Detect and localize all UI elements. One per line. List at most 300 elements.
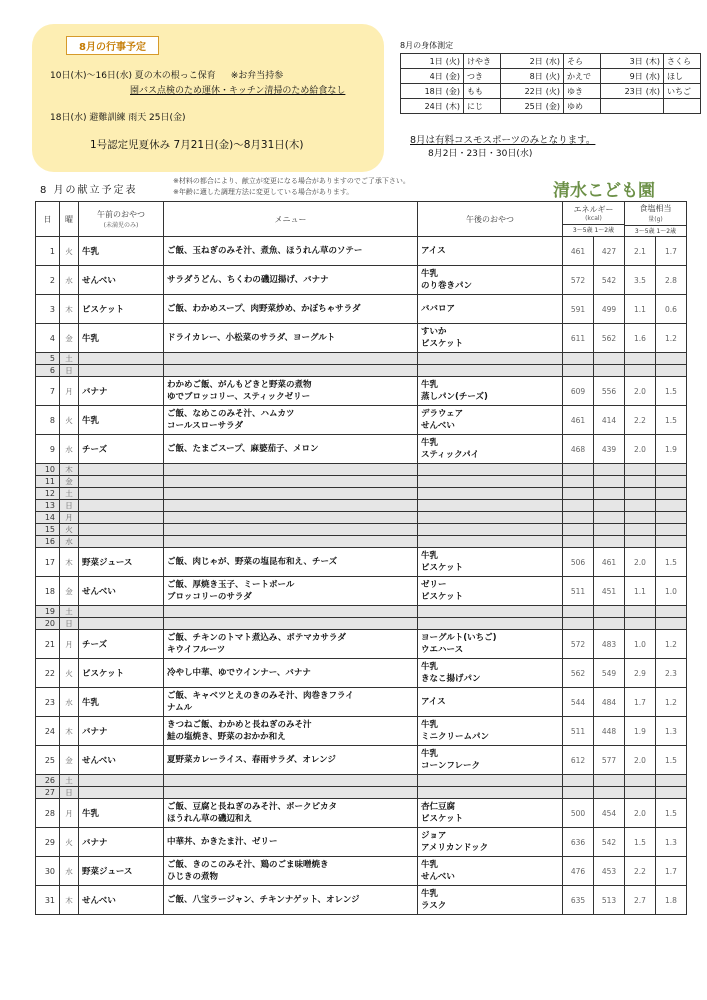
- empty-cell: [164, 365, 418, 377]
- header-am-snack: 午前のおやつ (未満児のみ): [79, 202, 164, 237]
- salt-1-2: 0.6: [656, 295, 687, 324]
- energy-3-5: 591: [563, 295, 594, 324]
- empty-cell: [563, 787, 594, 799]
- empty-cell: [656, 606, 687, 618]
- empty-cell: [625, 787, 656, 799]
- menu-note-1: ※材料の都合により、献立が変更になる場合がありますのでご了承下さい。: [173, 177, 410, 185]
- empty-cell: [656, 512, 687, 524]
- header-energy: エネルギー (kcal) 3～5歳 1～2歳: [563, 202, 625, 237]
- empty-cell: [164, 500, 418, 512]
- pm-snack-cell-line: 牛乳: [421, 551, 439, 561]
- empty-cell: [418, 606, 563, 618]
- am-snack-cell: 野菜ジュース: [79, 548, 164, 577]
- row-day: 火: [60, 659, 79, 688]
- row-day: 月: [60, 799, 79, 828]
- empty-cell: [79, 775, 164, 787]
- menu-cell: [164, 406, 418, 435]
- menu-cell-line: キウイフルーツ: [167, 645, 226, 655]
- row-day: 月: [60, 630, 79, 659]
- row-date: 2: [36, 266, 60, 295]
- pm-snack-cell-line: 杏仁豆腐: [421, 802, 456, 812]
- row-date: 6: [36, 365, 60, 377]
- salt-3-5: 2.1: [625, 237, 656, 266]
- menu-cell: ご飯、わかめスープ、肉野菜炒め、かぼちゃサラダ: [164, 295, 418, 324]
- energy-3-5: 612: [563, 746, 594, 775]
- row-date: 15: [36, 524, 60, 536]
- energy-1-2: 451: [594, 577, 625, 606]
- energy-3-5: 461: [563, 406, 594, 435]
- empty-cell: [625, 606, 656, 618]
- empty-cell: [594, 512, 625, 524]
- empty-cell: [164, 488, 418, 500]
- salt-3-5: 1.6: [625, 324, 656, 353]
- empty-cell: [79, 500, 164, 512]
- am-snack-cell: 野菜ジュース: [79, 857, 164, 886]
- measurement-date: 2日 (水): [501, 54, 564, 69]
- pm-snack-cell-line: デラウェア: [421, 409, 464, 419]
- salt-3-5: 2.0: [625, 799, 656, 828]
- salt-1-2: 1.7: [656, 857, 687, 886]
- row-date: 4: [36, 324, 60, 353]
- menu-cell-line: ブロッコリーのサラダ: [167, 592, 252, 602]
- measurement-date: 9日 (水): [601, 69, 664, 84]
- menu-row: [36, 828, 687, 857]
- measurement-date: 23日 (水): [601, 84, 664, 99]
- holiday-row: [36, 536, 687, 548]
- row-day: 水: [60, 435, 79, 464]
- menu-title: 8 月の献立予定表: [40, 185, 138, 196]
- empty-cell: [563, 464, 594, 476]
- measurement-table: [400, 53, 701, 114]
- empty-cell: [656, 536, 687, 548]
- menu-cell: [164, 688, 418, 717]
- holiday-row: [36, 512, 687, 524]
- row-date: 5: [36, 353, 60, 365]
- row-date: 14: [36, 512, 60, 524]
- pm-snack-cell-line: ビスケット: [421, 814, 464, 824]
- row-day: 火: [60, 828, 79, 857]
- measurement-class: いちご: [664, 84, 701, 99]
- energy-3-5: 572: [563, 630, 594, 659]
- am-snack-cell: 牛乳: [79, 688, 164, 717]
- energy-1-2: 513: [594, 886, 625, 915]
- empty-cell: [79, 464, 164, 476]
- empty-cell: [418, 536, 563, 548]
- am-snack-cell: せんべい: [79, 266, 164, 295]
- measurement-date: 25日 (金): [501, 99, 564, 114]
- menu-cell-line: ご飯、チキンのトマト煮込み、ポテマカサラダ: [167, 633, 346, 643]
- empty-cell: [418, 512, 563, 524]
- menu-row: [36, 295, 687, 324]
- pm-snack-cell-line: アメリカンドック: [421, 843, 489, 853]
- salt-1-2: 2.3: [656, 659, 687, 688]
- menu-row: [36, 717, 687, 746]
- energy-3-5: 476: [563, 857, 594, 886]
- row-date: 7: [36, 377, 60, 406]
- menu-cell-line: ご飯、きのこのみそ汁、鶏のごま味噌焼き: [167, 860, 329, 870]
- row-date: 13: [36, 500, 60, 512]
- measurement-row: [401, 99, 701, 114]
- holiday-row: [36, 500, 687, 512]
- energy-3-5: 511: [563, 717, 594, 746]
- salt-1-2: 1.7: [656, 237, 687, 266]
- empty-cell: [418, 353, 563, 365]
- empty-cell: [79, 488, 164, 500]
- empty-cell: [594, 476, 625, 488]
- am-snack-cell: せんべい: [79, 577, 164, 606]
- empty-cell: [79, 787, 164, 799]
- empty-cell: [656, 524, 687, 536]
- measurement-date: 22日 (火): [501, 84, 564, 99]
- empty-cell: [563, 488, 594, 500]
- measurement-class: ほし: [664, 69, 701, 84]
- menu-row: [36, 577, 687, 606]
- menu-cell-line: ご飯、豆腐と長ねぎのみそ汁、ポークピカタ: [167, 802, 338, 812]
- pm-snack-cell-line: 牛乳: [421, 380, 439, 390]
- energy-1-2: 439: [594, 435, 625, 464]
- empty-cell: [594, 500, 625, 512]
- row-day: 月: [60, 512, 79, 524]
- salt-3-5: 2.0: [625, 435, 656, 464]
- salt-3-5: 2.0: [625, 548, 656, 577]
- salt-1-2: 1.5: [656, 548, 687, 577]
- energy-1-2: 414: [594, 406, 625, 435]
- row-day: 土: [60, 606, 79, 618]
- energy-1-2: 549: [594, 659, 625, 688]
- empty-cell: [656, 365, 687, 377]
- menu-cell: ご飯、肉じゃが、野菜の塩昆布和え、チーズ: [164, 548, 418, 577]
- menu-cell: 中華丼、かきたま汁、ゼリー: [164, 828, 418, 857]
- am-snack-cell: 牛乳: [79, 406, 164, 435]
- pm-snack-cell: [418, 577, 563, 606]
- pm-snack-cell-line: ウエハース: [421, 645, 464, 655]
- empty-cell: [656, 476, 687, 488]
- menu-row: [36, 324, 687, 353]
- energy-1-2: 453: [594, 857, 625, 886]
- row-day: 日: [60, 787, 79, 799]
- salt-1-2: 1.5: [656, 799, 687, 828]
- energy-1-2: 562: [594, 324, 625, 353]
- empty-cell: [625, 365, 656, 377]
- empty-cell: [594, 775, 625, 787]
- pm-snack-cell-line: スティックパイ: [421, 450, 480, 460]
- empty-cell: [418, 488, 563, 500]
- menu-cell: [164, 630, 418, 659]
- salt-1-2: 1.2: [656, 688, 687, 717]
- menu-row: [36, 237, 687, 266]
- salt-3-5: 2.0: [625, 746, 656, 775]
- events-title: 8月の行事予定: [66, 36, 159, 55]
- menu-cell-line: コールスローサラダ: [167, 421, 243, 431]
- pm-snack-cell: [418, 659, 563, 688]
- salt-1-2: 1.8: [656, 886, 687, 915]
- row-day: 水: [60, 536, 79, 548]
- measurement-row: [401, 84, 701, 99]
- sports-notice-text: 8月は有料コスモスポーツのみとなります。: [410, 135, 596, 146]
- empty-cell: [79, 476, 164, 488]
- row-day: 木: [60, 295, 79, 324]
- menu-cell: サラダうどん、ちくわの磯辺揚げ、バナナ: [164, 266, 418, 295]
- energy-3-5: 461: [563, 237, 594, 266]
- row-day: 日: [60, 365, 79, 377]
- empty-cell: [656, 464, 687, 476]
- empty-cell: [563, 618, 594, 630]
- menu-header-row: [36, 202, 687, 237]
- salt-1-2: 1.2: [656, 630, 687, 659]
- menu-cell: ご飯、玉ねぎのみそ汁、煮魚、ほうれん草のソテー: [164, 237, 418, 266]
- measurement-date: 1日 (火): [401, 54, 464, 69]
- holiday-row: [36, 464, 687, 476]
- am-snack-cell: せんべい: [79, 886, 164, 915]
- menu-cell: [164, 717, 418, 746]
- energy-1-2: 542: [594, 828, 625, 857]
- empty-cell: [79, 365, 164, 377]
- empty-cell: [656, 488, 687, 500]
- pm-snack-cell: [418, 746, 563, 775]
- empty-cell: [563, 606, 594, 618]
- measurement-date: 18日 (金): [401, 84, 464, 99]
- holiday-row: [36, 488, 687, 500]
- empty-cell: [563, 500, 594, 512]
- salt-3-5: 1.9: [625, 717, 656, 746]
- holiday-row: [36, 524, 687, 536]
- menu-cell: ご飯、八宝ラージャン、チキンナゲット、オレンジ: [164, 886, 418, 915]
- menu-row: [36, 659, 687, 688]
- measurement-row: [401, 69, 701, 84]
- measurement-class: ゆき: [564, 84, 601, 99]
- event-line-bus: 園バス点検のため運休・キッチン清掃のため給食なし: [130, 86, 346, 96]
- row-day: 金: [60, 476, 79, 488]
- menu-notes: [173, 176, 410, 198]
- measurement-date: 8日 (火): [501, 69, 564, 84]
- energy-1-2: 577: [594, 746, 625, 775]
- pm-snack-cell: [418, 799, 563, 828]
- menu-cell-line: ほうれん草の磯辺和え: [167, 814, 253, 824]
- measurement-date: [601, 99, 664, 114]
- pm-snack-cell-line: ゼリー: [421, 580, 447, 590]
- empty-cell: [625, 618, 656, 630]
- row-date: 8: [36, 406, 60, 435]
- pm-snack-cell: [418, 406, 563, 435]
- header-day: 曜: [60, 202, 79, 237]
- measurement-date: 3日 (木): [601, 54, 664, 69]
- empty-cell: [164, 536, 418, 548]
- empty-cell: [418, 500, 563, 512]
- pm-snack-cell-line: ビスケット: [421, 592, 464, 602]
- empty-cell: [164, 787, 418, 799]
- measurement-class: にじ: [464, 99, 501, 114]
- holiday-row: [36, 606, 687, 618]
- menu-row: [36, 886, 687, 915]
- event-line-summer: 1号認定児夏休み 7月21日(金)～8月31日(木): [90, 139, 304, 151]
- energy-3-5: 609: [563, 377, 594, 406]
- row-day: 土: [60, 488, 79, 500]
- empty-cell: [625, 464, 656, 476]
- measurement-class: そら: [564, 54, 601, 69]
- menu-cell-line: ゆでブロッコリー、スティックゼリー: [167, 392, 311, 402]
- empty-cell: [656, 775, 687, 787]
- am-snack-cell: ビスケット: [79, 659, 164, 688]
- pm-snack-cell-line: すいか: [421, 327, 447, 337]
- pm-snack-cell: [418, 886, 563, 915]
- empty-cell: [79, 536, 164, 548]
- empty-cell: [164, 512, 418, 524]
- empty-cell: [594, 606, 625, 618]
- empty-cell: [656, 500, 687, 512]
- am-snack-cell: 牛乳: [79, 237, 164, 266]
- row-date: 28: [36, 799, 60, 828]
- menu-cell: [164, 857, 418, 886]
- menu-table: [35, 201, 687, 915]
- event-line-nature: 10日(木)～16日(水) 夏の木の根っこ保育 ※お弁当持参: [50, 71, 284, 81]
- measurement-date: 4日 (金): [401, 69, 464, 84]
- salt-3-5: 2.9: [625, 659, 656, 688]
- salt-1-2: 1.3: [656, 717, 687, 746]
- row-date: 22: [36, 659, 60, 688]
- row-date: 30: [36, 857, 60, 886]
- am-snack-cell: バナナ: [79, 717, 164, 746]
- empty-cell: [79, 606, 164, 618]
- measurement-row: [401, 54, 701, 69]
- am-snack-cell: バナナ: [79, 377, 164, 406]
- header-pm-snack: 午後のおやつ: [418, 202, 563, 237]
- empty-cell: [79, 524, 164, 536]
- header-date: 日: [36, 202, 60, 237]
- am-snack-cell: 牛乳: [79, 799, 164, 828]
- pm-snack-cell: ババロア: [418, 295, 563, 324]
- empty-cell: [563, 512, 594, 524]
- row-date: 29: [36, 828, 60, 857]
- row-day: 水: [60, 266, 79, 295]
- energy-3-5: 544: [563, 688, 594, 717]
- menu-cell-line: わかめご飯、がんもどきと野菜の煮物: [167, 380, 312, 390]
- pm-snack-cell-line: 牛乳: [421, 749, 439, 759]
- am-snack-cell: バナナ: [79, 828, 164, 857]
- row-day: 木: [60, 464, 79, 476]
- empty-cell: [164, 353, 418, 365]
- holiday-row: [36, 787, 687, 799]
- energy-1-2: 454: [594, 799, 625, 828]
- salt-1-2: 1.0: [656, 577, 687, 606]
- menu-cell-line: 鮭の塩焼き、野菜のおかか和え: [167, 732, 286, 742]
- empty-cell: [563, 365, 594, 377]
- am-snack-cell: せんべい: [79, 746, 164, 775]
- menu-note-2: ※年齢に適した調理方法に変更している場合があります。: [173, 188, 354, 196]
- empty-cell: [625, 536, 656, 548]
- pm-snack-cell-line: 牛乳: [421, 438, 439, 448]
- menu-cell-line: きつねご飯、わかめと長ねぎのみそ汁: [167, 720, 312, 730]
- menu-cell: ご飯、たまごスープ、麻婆茄子、メロン: [164, 435, 418, 464]
- row-date: 17: [36, 548, 60, 577]
- empty-cell: [418, 775, 563, 787]
- energy-1-2: 542: [594, 266, 625, 295]
- empty-cell: [418, 365, 563, 377]
- menu-row: [36, 266, 687, 295]
- pm-snack-cell-line: 牛乳: [421, 860, 439, 870]
- row-date: 21: [36, 630, 60, 659]
- empty-cell: [625, 476, 656, 488]
- pm-snack-cell: [418, 266, 563, 295]
- empty-cell: [594, 365, 625, 377]
- row-day: 火: [60, 237, 79, 266]
- row-date: 10: [36, 464, 60, 476]
- salt-1-2: 1.5: [656, 406, 687, 435]
- pm-snack-cell-line: 蒸しパン(チーズ): [421, 392, 488, 402]
- empty-cell: [625, 500, 656, 512]
- pm-snack-cell-line: 牛乳: [421, 889, 439, 899]
- energy-3-5: 611: [563, 324, 594, 353]
- empty-cell: [164, 606, 418, 618]
- am-snack-cell: 牛乳: [79, 324, 164, 353]
- menu-row: [36, 548, 687, 577]
- menu-row: [36, 746, 687, 775]
- energy-3-5: 572: [563, 266, 594, 295]
- holiday-row: [36, 618, 687, 630]
- energy-3-5: 635: [563, 886, 594, 915]
- pm-snack-cell: アイス: [418, 237, 563, 266]
- pm-snack-cell: [418, 377, 563, 406]
- pm-snack-cell-line: ミニクリームパン: [421, 732, 490, 742]
- row-date: 23: [36, 688, 60, 717]
- row-date: 25: [36, 746, 60, 775]
- row-date: 16: [36, 536, 60, 548]
- row-day: 木: [60, 548, 79, 577]
- menu-cell: ドライカレー、小松菜のサラダ、ヨーグルト: [164, 324, 418, 353]
- menu-cell-line: ご飯、キャベツとえのきのみそ汁、肉巻きフライ: [167, 691, 354, 701]
- pm-snack-cell-line: のり巻きパン: [421, 281, 473, 291]
- empty-cell: [79, 353, 164, 365]
- energy-1-2: 484: [594, 688, 625, 717]
- empty-cell: [625, 775, 656, 787]
- empty-cell: [625, 512, 656, 524]
- empty-cell: [418, 464, 563, 476]
- salt-3-5: 2.0: [625, 377, 656, 406]
- empty-cell: [594, 787, 625, 799]
- row-day: 日: [60, 500, 79, 512]
- empty-cell: [164, 524, 418, 536]
- empty-cell: [594, 353, 625, 365]
- salt-1-2: 1.3: [656, 828, 687, 857]
- row-date: 24: [36, 717, 60, 746]
- empty-cell: [656, 618, 687, 630]
- menu-cell: [164, 577, 418, 606]
- menu-row: [36, 688, 687, 717]
- menu-row: [36, 406, 687, 435]
- am-snack-cell: チーズ: [79, 435, 164, 464]
- pm-snack-cell-line: ビスケット: [421, 563, 464, 573]
- row-date: 9: [36, 435, 60, 464]
- pm-snack-cell: [418, 435, 563, 464]
- measurement-class: もも: [464, 84, 501, 99]
- empty-cell: [656, 353, 687, 365]
- row-date: 19: [36, 606, 60, 618]
- pm-snack-cell-line: ジョア: [421, 831, 447, 841]
- pm-snack-cell: アイス: [418, 688, 563, 717]
- empty-cell: [594, 464, 625, 476]
- pm-snack-cell: [418, 828, 563, 857]
- pm-snack-cell-line: 牛乳: [421, 662, 439, 672]
- row-day: 金: [60, 577, 79, 606]
- energy-1-2: 427: [594, 237, 625, 266]
- row-day: 金: [60, 324, 79, 353]
- salt-3-5: 3.5: [625, 266, 656, 295]
- energy-3-5: 468: [563, 435, 594, 464]
- event-line-drill: 18日(水) 避難訓練 雨天 25日(金): [50, 113, 186, 123]
- menu-row: [36, 630, 687, 659]
- menu-cell-line: ご飯、なめこのみそ汁、ハムカツ: [167, 409, 295, 419]
- menu-cell: [164, 799, 418, 828]
- pm-snack-cell-line: 牛乳: [421, 269, 439, 279]
